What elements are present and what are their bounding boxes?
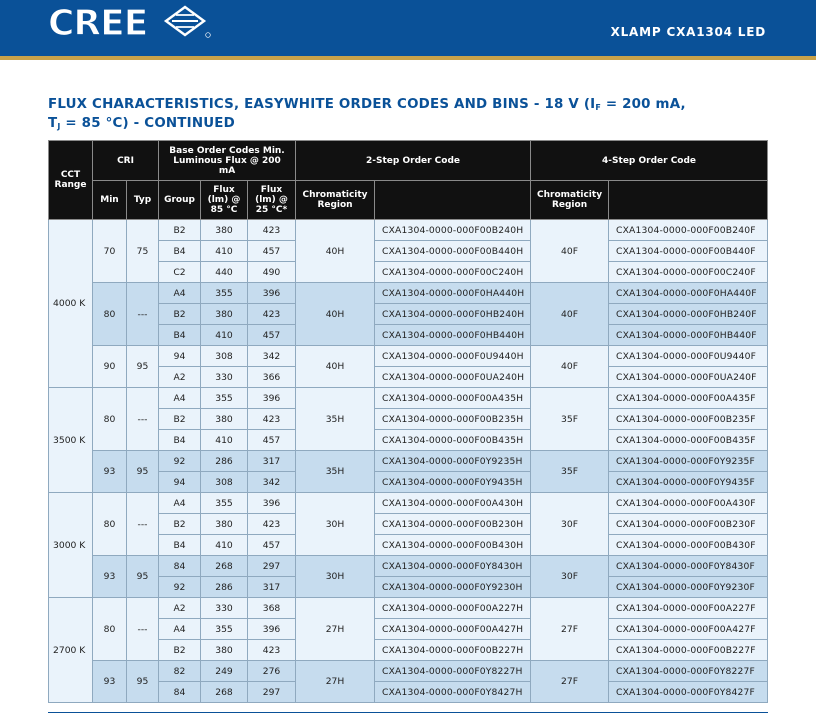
flux-85-cell: 330	[201, 367, 248, 388]
chromaticity-4step-cell: 30F	[531, 556, 609, 598]
page-bottom-rule	[48, 712, 768, 713]
cri-min-cell: 80	[93, 388, 127, 451]
order-code-4step-cell: CXA1304-0000-000F00B227F	[609, 640, 768, 661]
cct-range-cell: 3000 K	[49, 493, 93, 598]
cri-typ-cell: 95	[127, 661, 159, 703]
group-header: Group	[159, 181, 201, 220]
order-code-4step-cell: CXA1304-0000-000F0Y9230F	[609, 577, 768, 598]
flux-table	[48, 140, 768, 703]
order-code-4step-cell: CXA1304-0000-000F0UA240F	[609, 367, 768, 388]
cct-range-cell: 4000 K	[49, 220, 93, 388]
chromaticity-2step-cell: 35H	[296, 451, 375, 493]
four-step-header: 4-Step Order Code	[531, 141, 768, 181]
group-cell: B2	[159, 304, 201, 325]
flux-25-cell: 457	[248, 430, 296, 451]
group-cell: 82	[159, 661, 201, 682]
chromaticity-4step-header: Chromaticity Region	[531, 181, 609, 220]
order-code-2step-cell: CXA1304-0000-000F00B230H	[375, 514, 531, 535]
group-cell: 84	[159, 556, 201, 577]
flux-85-cell: 268	[201, 682, 248, 703]
group-cell: B4	[159, 430, 201, 451]
cct-range-cell: 3500 K	[49, 388, 93, 493]
flux-25-cell: 396	[248, 493, 296, 514]
order-code-4step-cell: CXA1304-0000-000F0Y8227F	[609, 661, 768, 682]
flux-85-cell: 440	[201, 262, 248, 283]
group-cell: 94	[159, 346, 201, 367]
order-code-2step-cell: CXA1304-0000-000F00B235H	[375, 409, 531, 430]
group-cell: A2	[159, 367, 201, 388]
order-code-4step-cell: CXA1304-0000-000F00A427F	[609, 619, 768, 640]
chromaticity-4step-cell: 35F	[531, 451, 609, 493]
cri-typ-cell: ---	[127, 493, 159, 556]
chromaticity-4step-cell: 27F	[531, 598, 609, 661]
group-cell: B4	[159, 535, 201, 556]
chromaticity-2step-cell: 30H	[296, 493, 375, 556]
flux-85-cell: 308	[201, 346, 248, 367]
chromaticity-2step-cell: 35H	[296, 388, 375, 451]
flux-85-cell: 355	[201, 493, 248, 514]
cct-range-cell: 2700 K	[49, 598, 93, 703]
flux-85-cell: 410	[201, 241, 248, 262]
cri-typ-cell: ---	[127, 388, 159, 451]
flux-85-cell: 380	[201, 514, 248, 535]
group-cell: 84	[159, 682, 201, 703]
order-code-2step-cell: CXA1304-0000-000F0Y8430H	[375, 556, 531, 577]
table-row	[49, 556, 768, 577]
flux-25-cell: 423	[248, 304, 296, 325]
order-code-2step-cell: CXA1304-0000-000F00B440H	[375, 241, 531, 262]
order-code-4step-cell: CXA1304-0000-000F00B235F	[609, 409, 768, 430]
flux-85-cell: 268	[201, 556, 248, 577]
cri-header: CRI	[93, 141, 159, 181]
group-cell: A4	[159, 493, 201, 514]
code-4step-header	[609, 181, 768, 220]
chromaticity-4step-cell: 40F	[531, 220, 609, 283]
flux-85-cell: 410	[201, 325, 248, 346]
flux-85-cell: 380	[201, 640, 248, 661]
flux-85-cell: 410	[201, 535, 248, 556]
chromaticity-2step-cell: 27H	[296, 661, 375, 703]
order-code-2step-cell: CXA1304-0000-000F0UA240H	[375, 367, 531, 388]
cri-typ-cell: 95	[127, 556, 159, 598]
flux-85-cell: 286	[201, 451, 248, 472]
svg-text:CREE: CREE	[48, 3, 148, 42]
group-cell: B4	[159, 325, 201, 346]
flux-25-cell: 297	[248, 556, 296, 577]
order-code-4step-cell: CXA1304-0000-000F00A435F	[609, 388, 768, 409]
chromaticity-4step-cell: 27F	[531, 661, 609, 703]
two-step-header: 2-Step Order Code	[296, 141, 531, 181]
group-cell: 92	[159, 451, 201, 472]
flux-25-cell: 457	[248, 535, 296, 556]
section-title: FLUX CHARACTERISTICS, EASYWHITE ORDER CODES AND BINS - 18 V ($I_F = 200$ mA, $T_J = 85$ °C) - CONTINUED	[48, 97, 686, 131]
page-header	[0, 0, 816, 56]
chromaticity-4step-cell: 40F	[531, 283, 609, 346]
table-row	[49, 493, 768, 514]
order-code-4step-cell: CXA1304-0000-000F00B240F	[609, 220, 768, 241]
flux-25-cell: 423	[248, 514, 296, 535]
flux-25-cell: 317	[248, 451, 296, 472]
group-cell: A4	[159, 619, 201, 640]
order-code-2step-cell: CXA1304-0000-000F0Y9230H	[375, 577, 531, 598]
cri-typ-cell: 95	[127, 451, 159, 493]
chromaticity-2step-cell: 27H	[296, 598, 375, 661]
document-title: XLAMP CXA1304 LED	[610, 25, 766, 39]
flux-85-cell: 355	[201, 619, 248, 640]
order-code-2step-cell: CXA1304-0000-000F0HB440H	[375, 325, 531, 346]
flux-25-header: Flux (lm) @ 25 °C*	[248, 181, 296, 220]
flux-25-cell: 423	[248, 640, 296, 661]
table-row	[49, 346, 768, 367]
flux-25-cell: 366	[248, 367, 296, 388]
flux-85-cell: 330	[201, 598, 248, 619]
order-code-2step-cell: CXA1304-0000-000F00A430H	[375, 493, 531, 514]
cri-min-cell: 93	[93, 451, 127, 493]
order-code-2step-cell: CXA1304-0000-000F00B240H	[375, 220, 531, 241]
cree-logo	[48, 2, 228, 42]
flux-25-cell: 457	[248, 325, 296, 346]
group-cell: B2	[159, 409, 201, 430]
table-row	[49, 283, 768, 304]
order-code-2step-cell: CXA1304-0000-000F0HB240H	[375, 304, 531, 325]
flux-25-cell: 342	[248, 346, 296, 367]
group-cell: B4	[159, 241, 201, 262]
flux-85-cell: 286	[201, 577, 248, 598]
table-row	[49, 451, 768, 472]
order-code-4step-cell: CXA1304-0000-000F00A430F	[609, 493, 768, 514]
order-code-2step-cell: CXA1304-0000-000F00C240H	[375, 262, 531, 283]
order-code-2step-cell: CXA1304-0000-000F00A227H	[375, 598, 531, 619]
order-code-4step-cell: CXA1304-0000-000F00B230F	[609, 514, 768, 535]
order-code-4step-cell: CXA1304-0000-000F0Y8430F	[609, 556, 768, 577]
order-code-4step-cell: CXA1304-0000-000F0Y9435F	[609, 472, 768, 493]
cri-min-cell: 93	[93, 661, 127, 703]
flux-85-cell: 355	[201, 388, 248, 409]
order-code-2step-cell: CXA1304-0000-000F00A427H	[375, 619, 531, 640]
order-code-4step-cell: CXA1304-0000-000F0U9440F	[609, 346, 768, 367]
flux-25-cell: 396	[248, 388, 296, 409]
flux-85-cell: 380	[201, 304, 248, 325]
cri-min-cell: 80	[93, 283, 127, 346]
group-cell: B2	[159, 640, 201, 661]
cri-typ-cell: 95	[127, 346, 159, 388]
cri-typ-header: Typ	[127, 181, 159, 220]
group-cell: 94	[159, 472, 201, 493]
order-code-4step-cell: CXA1304-0000-000F0HA440F	[609, 283, 768, 304]
order-code-2step-cell: CXA1304-0000-000F0Y9435H	[375, 472, 531, 493]
flux-25-cell: 368	[248, 598, 296, 619]
chromaticity-2step-cell: 40H	[296, 283, 375, 346]
order-code-4step-cell: CXA1304-0000-000F0HB440F	[609, 325, 768, 346]
chromaticity-2step-header: Chromaticity Region	[296, 181, 375, 220]
flux-85-cell: 249	[201, 661, 248, 682]
order-code-4step-cell: CXA1304-0000-000F00B430F	[609, 535, 768, 556]
table-row	[49, 661, 768, 682]
order-code-4step-cell: CXA1304-0000-000F0HB240F	[609, 304, 768, 325]
flux-85-cell: 308	[201, 472, 248, 493]
group-cell: A2	[159, 598, 201, 619]
chromaticity-4step-cell: 40F	[531, 346, 609, 388]
order-code-2step-cell: CXA1304-0000-000F00B227H	[375, 640, 531, 661]
flux-25-cell: 396	[248, 283, 296, 304]
order-code-4step-cell: CXA1304-0000-000F00B435F	[609, 430, 768, 451]
chromaticity-2step-cell: 30H	[296, 556, 375, 598]
order-code-2step-cell: CXA1304-0000-000F00B435H	[375, 430, 531, 451]
table-row	[49, 388, 768, 409]
chromaticity-2step-cell: 40H	[296, 220, 375, 283]
flux-25-cell: 396	[248, 619, 296, 640]
group-cell: B2	[159, 220, 201, 241]
code-2step-header	[375, 181, 531, 220]
order-code-4step-cell: CXA1304-0000-000F0Y8427F	[609, 682, 768, 703]
flux-85-cell: 380	[201, 409, 248, 430]
group-cell: A4	[159, 283, 201, 304]
header-accent-bar	[0, 56, 816, 60]
table-row	[49, 220, 768, 241]
flux-25-cell: 423	[248, 220, 296, 241]
chromaticity-4step-cell: 30F	[531, 493, 609, 556]
cri-min-cell: 70	[93, 220, 127, 283]
order-code-2step-cell: CXA1304-0000-000F00B430H	[375, 535, 531, 556]
cri-typ-cell: ---	[127, 283, 159, 346]
cri-typ-cell: ---	[127, 598, 159, 661]
order-code-2step-cell: CXA1304-0000-000F00A435H	[375, 388, 531, 409]
group-cell: A4	[159, 388, 201, 409]
base-codes-header: Base Order Codes Min. Luminous Flux @ 200 mA	[159, 141, 296, 181]
cri-typ-cell: 75	[127, 220, 159, 283]
cri-min-cell: 93	[93, 556, 127, 598]
order-code-2step-cell: CXA1304-0000-000F0Y8227H	[375, 661, 531, 682]
cct-header: CCT Range	[49, 141, 93, 220]
cri-min-header: Min	[93, 181, 127, 220]
flux-85-cell: 380	[201, 220, 248, 241]
order-code-4step-cell: CXA1304-0000-000F00A227F	[609, 598, 768, 619]
flux-25-cell: 457	[248, 241, 296, 262]
order-code-4step-cell: CXA1304-0000-000F00B440F	[609, 241, 768, 262]
flux-25-cell: 342	[248, 472, 296, 493]
flux-25-cell: 276	[248, 661, 296, 682]
chromaticity-2step-cell: 40H	[296, 346, 375, 388]
group-cell: C2	[159, 262, 201, 283]
flux-25-cell: 423	[248, 409, 296, 430]
flux-25-cell: 317	[248, 577, 296, 598]
cri-min-cell: 80	[93, 493, 127, 556]
cri-min-cell: 90	[93, 346, 127, 388]
chromaticity-4step-cell: 35F	[531, 388, 609, 451]
order-code-4step-cell: CXA1304-0000-000F0Y9235F	[609, 451, 768, 472]
order-code-2step-cell: CXA1304-0000-000F0U9440H	[375, 346, 531, 367]
order-code-2step-cell: CXA1304-0000-000F0HA440H	[375, 283, 531, 304]
order-code-2step-cell: CXA1304-0000-000F0Y8427H	[375, 682, 531, 703]
group-cell: B2	[159, 514, 201, 535]
flux-85-header: Flux (lm) @ 85 °C	[201, 181, 248, 220]
group-cell: 92	[159, 577, 201, 598]
order-code-2step-cell: CXA1304-0000-000F0Y9235H	[375, 451, 531, 472]
flux-25-cell: 297	[248, 682, 296, 703]
flux-25-cell: 490	[248, 262, 296, 283]
cri-min-cell: 80	[93, 598, 127, 661]
flux-85-cell: 355	[201, 283, 248, 304]
flux-85-cell: 410	[201, 430, 248, 451]
table-row	[49, 598, 768, 619]
order-code-4step-cell: CXA1304-0000-000F00C240F	[609, 262, 768, 283]
